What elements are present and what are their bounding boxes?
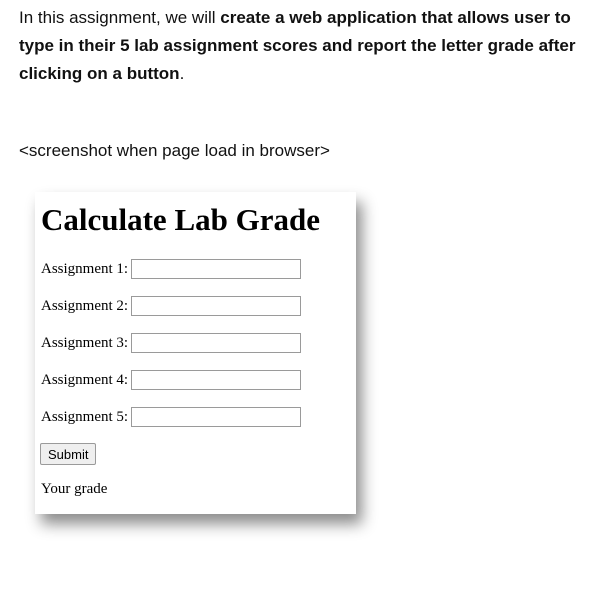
assignment-row-1 [41,258,301,280]
assignment-row-4 [41,369,301,391]
assignment-input-3[interactable] [131,333,301,353]
intro-bold: create a web application that allows user to type in their 5 lab assignment scores and report the letter grade after clicking on a button [19,8,576,83]
assignment-label-2: Assignment 2: [41,297,129,314]
assignment-label-3: Assignment 3: [41,334,129,351]
assignment-row-5 [41,406,301,428]
assignment-row-2 [41,295,301,317]
assignment-label-1: Assignment 1: [41,260,129,277]
intro-suffix: . [179,64,185,83]
assignment-label-4: Assignment 4: [41,371,129,388]
page-title: Calculate Lab Grade [41,202,320,237]
assignment-label-5: Assignment 5: [41,408,129,425]
assignment-input-5[interactable] [131,407,301,427]
assignment-input-4[interactable] [131,370,301,390]
intro-prefix: In this assignment, we will [19,8,221,27]
screenshot-caption: <screenshot when page load in browser> [19,141,330,160]
assignment-input-1[interactable] [131,259,301,279]
grade-output: Your grade [41,481,108,497]
browser-screenshot [35,192,356,514]
assignment-input-2[interactable] [131,296,301,316]
intro-paragraph [19,4,594,88]
assignment-row-3 [41,332,301,354]
submit-button[interactable]: Submit [40,443,96,465]
